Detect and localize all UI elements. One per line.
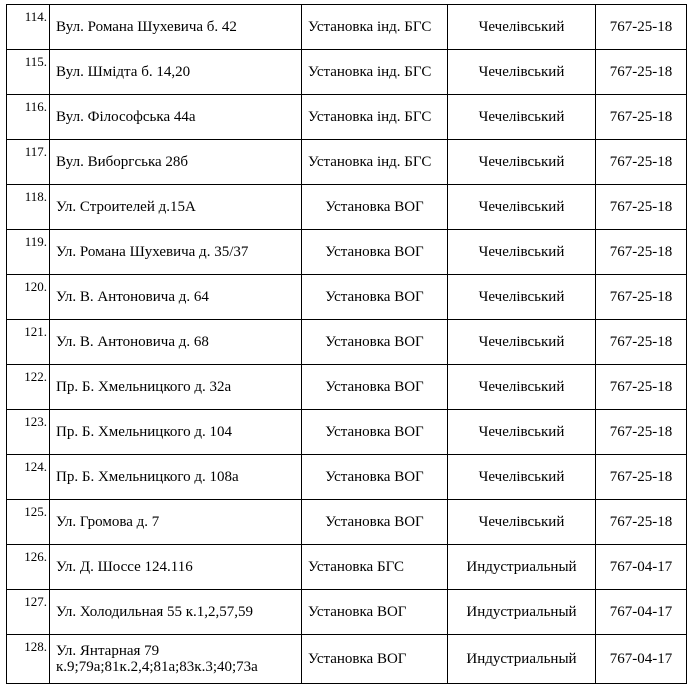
district-cell: Индустриальный bbox=[448, 635, 596, 684]
table-row bbox=[7, 320, 687, 365]
row-number-cell: 121. bbox=[7, 320, 50, 365]
address-cell: Ул. Янтарная 79 к.9;79а;81к.2,4;81а;83к.3;40;73а bbox=[50, 635, 302, 684]
district-cell: Индустриальный bbox=[448, 545, 596, 590]
phone-cell: 767-25-18 bbox=[596, 320, 687, 365]
address-cell: Пр. Б. Хмельницкого д. 32а bbox=[50, 365, 302, 410]
phone-cell: 767-04-17 bbox=[596, 545, 687, 590]
district-cell: Чечелівський bbox=[448, 365, 596, 410]
row-number-cell: 122. bbox=[7, 365, 50, 410]
district-cell: Чечелівський bbox=[448, 5, 596, 50]
work-type-cell: Установка ВОГ bbox=[302, 500, 448, 545]
row-number-cell: 124. bbox=[7, 455, 50, 500]
row-number-cell: 116. bbox=[7, 95, 50, 140]
phone-cell: 767-04-17 bbox=[596, 635, 687, 684]
row-number-cell: 125. bbox=[7, 500, 50, 545]
table-row bbox=[7, 275, 687, 320]
district-cell: Чечелівський bbox=[448, 50, 596, 95]
address-cell: Ул. Строителей д.15А bbox=[50, 185, 302, 230]
table-row bbox=[7, 185, 687, 230]
district-cell: Чечелівський bbox=[448, 140, 596, 185]
address-cell: Вул. Філософська 44а bbox=[50, 95, 302, 140]
district-cell: Чечелівський bbox=[448, 95, 596, 140]
row-number-cell: 123. bbox=[7, 410, 50, 455]
row-number-cell: 114. bbox=[7, 5, 50, 50]
row-number-cell: 128. bbox=[7, 635, 50, 684]
work-type-cell: Установка ВОГ bbox=[302, 230, 448, 275]
work-type-cell: Установка ВОГ bbox=[302, 320, 448, 365]
table-row bbox=[7, 50, 687, 95]
phone-cell: 767-25-18 bbox=[596, 275, 687, 320]
work-type-cell: Установка ВОГ bbox=[302, 455, 448, 500]
table-row bbox=[7, 545, 687, 590]
row-number-cell: 115. bbox=[7, 50, 50, 95]
document-table-wrapper bbox=[6, 4, 687, 684]
address-cell: Вул. Виборгська 28б bbox=[50, 140, 302, 185]
table-row bbox=[7, 230, 687, 275]
district-cell: Чечелівський bbox=[448, 500, 596, 545]
phone-cell: 767-04-17 bbox=[596, 590, 687, 635]
table-row bbox=[7, 365, 687, 410]
row-number-cell: 126. bbox=[7, 545, 50, 590]
work-type-cell: Установка інд. БГС bbox=[302, 50, 448, 95]
works-table-body bbox=[7, 5, 687, 684]
works-table bbox=[6, 4, 687, 684]
phone-cell: 767-25-18 bbox=[596, 410, 687, 455]
row-number-cell: 119. bbox=[7, 230, 50, 275]
district-cell: Чечелівський bbox=[448, 455, 596, 500]
phone-cell: 767-25-18 bbox=[596, 95, 687, 140]
address-cell: Ул. Романа Шухевича д. 35/37 bbox=[50, 230, 302, 275]
table-row bbox=[7, 590, 687, 635]
phone-cell: 767-25-18 bbox=[596, 455, 687, 500]
district-cell: Чечелівський bbox=[448, 410, 596, 455]
work-type-cell: Установка ВОГ bbox=[302, 365, 448, 410]
address-cell: Ул. Д. Шоссе 124.116 bbox=[50, 545, 302, 590]
work-type-cell: Установка БГС bbox=[302, 545, 448, 590]
row-number-cell: 120. bbox=[7, 275, 50, 320]
address-cell: Ул. В. Антоновича д. 68 bbox=[50, 320, 302, 365]
district-cell: Чечелівський bbox=[448, 230, 596, 275]
address-cell: Ул. Громова д. 7 bbox=[50, 500, 302, 545]
district-cell: Чечелівський bbox=[448, 185, 596, 230]
work-type-cell: Установка інд. БГС bbox=[302, 95, 448, 140]
phone-cell: 767-25-18 bbox=[596, 500, 687, 545]
work-type-cell: Установка ВОГ bbox=[302, 410, 448, 455]
table-row bbox=[7, 410, 687, 455]
address-cell: Вул. Романа Шухевича б. 42 bbox=[50, 5, 302, 50]
phone-cell: 767-25-18 bbox=[596, 140, 687, 185]
row-number-cell: 127. bbox=[7, 590, 50, 635]
address-cell: Пр. Б. Хмельницкого д. 104 bbox=[50, 410, 302, 455]
district-cell: Чечелівський bbox=[448, 275, 596, 320]
table-row bbox=[7, 140, 687, 185]
work-type-cell: Установка інд. БГС bbox=[302, 5, 448, 50]
table-row bbox=[7, 5, 687, 50]
district-cell: Индустриальный bbox=[448, 590, 596, 635]
phone-cell: 767-25-18 bbox=[596, 230, 687, 275]
address-cell: Вул. Шмідта б. 14,20 bbox=[50, 50, 302, 95]
phone-cell: 767-25-18 bbox=[596, 185, 687, 230]
district-cell: Чечелівський bbox=[448, 320, 596, 365]
table-row bbox=[7, 95, 687, 140]
work-type-cell: Установка ВОГ bbox=[302, 590, 448, 635]
work-type-cell: Установка інд. БГС bbox=[302, 140, 448, 185]
work-type-cell: Установка ВОГ bbox=[302, 635, 448, 684]
work-type-cell: Установка ВОГ bbox=[302, 275, 448, 320]
table-row bbox=[7, 455, 687, 500]
phone-cell: 767-25-18 bbox=[596, 50, 687, 95]
row-number-cell: 118. bbox=[7, 185, 50, 230]
table-row bbox=[7, 500, 687, 545]
address-cell: Ул. Холодильная 55 к.1,2,57,59 bbox=[50, 590, 302, 635]
phone-cell: 767-25-18 bbox=[596, 5, 687, 50]
address-cell: Ул. В. Антоновича д. 64 bbox=[50, 275, 302, 320]
row-number-cell: 117. bbox=[7, 140, 50, 185]
address-cell: Пр. Б. Хмельницкого д. 108а bbox=[50, 455, 302, 500]
phone-cell: 767-25-18 bbox=[596, 365, 687, 410]
work-type-cell: Установка ВОГ bbox=[302, 185, 448, 230]
